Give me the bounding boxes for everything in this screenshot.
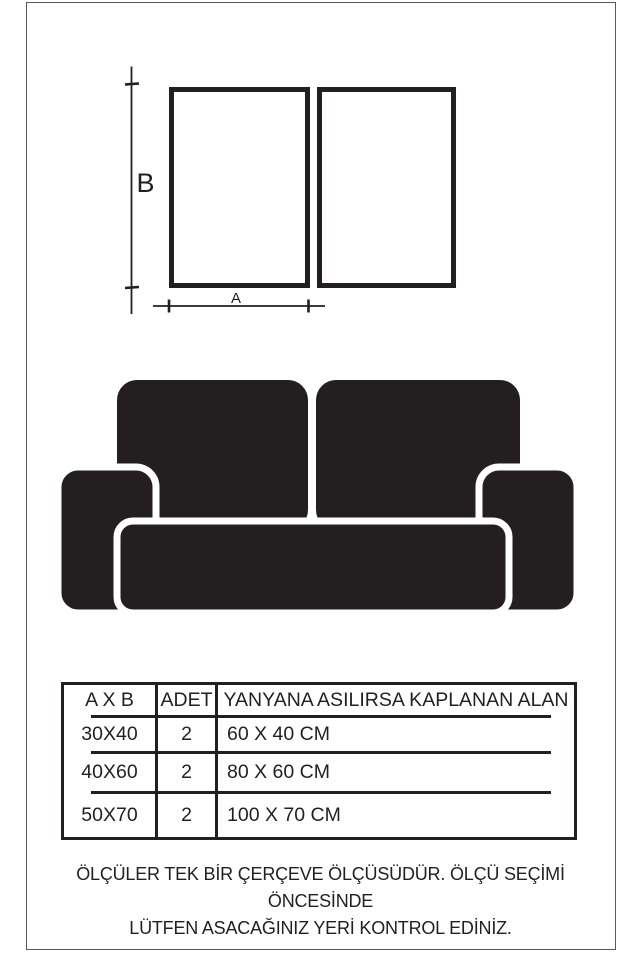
table-cell-size: 40X60 bbox=[81, 760, 138, 783]
table-cell-qty: 2 bbox=[181, 803, 192, 826]
table-header-area: YANYANA ASILIRSA KAPLANAN ALAN bbox=[223, 689, 569, 711]
height-label: B bbox=[136, 168, 155, 198]
sofa-icon bbox=[0, 355, 640, 635]
sofa-seat bbox=[117, 521, 509, 613]
table-cell-area: 60 X 40 CM bbox=[227, 723, 330, 745]
table-cell-area: 80 X 60 CM bbox=[227, 760, 330, 783]
frame-left bbox=[172, 90, 308, 286]
table-header-qty: ADET bbox=[160, 689, 213, 711]
footer-note bbox=[26, 861, 615, 942]
table-cell-size: 50X70 bbox=[81, 803, 138, 826]
table-cell-size: 30X40 bbox=[81, 723, 138, 745]
table-cell-area: 100 X 70 CM bbox=[227, 803, 341, 826]
table-header-size: A X B bbox=[85, 689, 134, 711]
table-cell-qty: 2 bbox=[181, 723, 192, 745]
width-label: A bbox=[230, 290, 242, 307]
footer-note-line1: ÖLÇÜLER TEK BİR ÇERÇEVE ÖLÇÜSÜDÜR. ÖLÇÜ SEÇİMİ ÖNCESİNDE bbox=[76, 864, 565, 911]
frames-dimension-diagram bbox=[0, 0, 640, 340]
footer-note-line2: LÜTFEN ASACAĞINIZ YERİ KONTROL EDİNİZ. bbox=[129, 918, 512, 938]
size-table bbox=[61, 682, 577, 840]
table-cell-qty: 2 bbox=[181, 760, 192, 783]
frame-right bbox=[320, 90, 454, 286]
